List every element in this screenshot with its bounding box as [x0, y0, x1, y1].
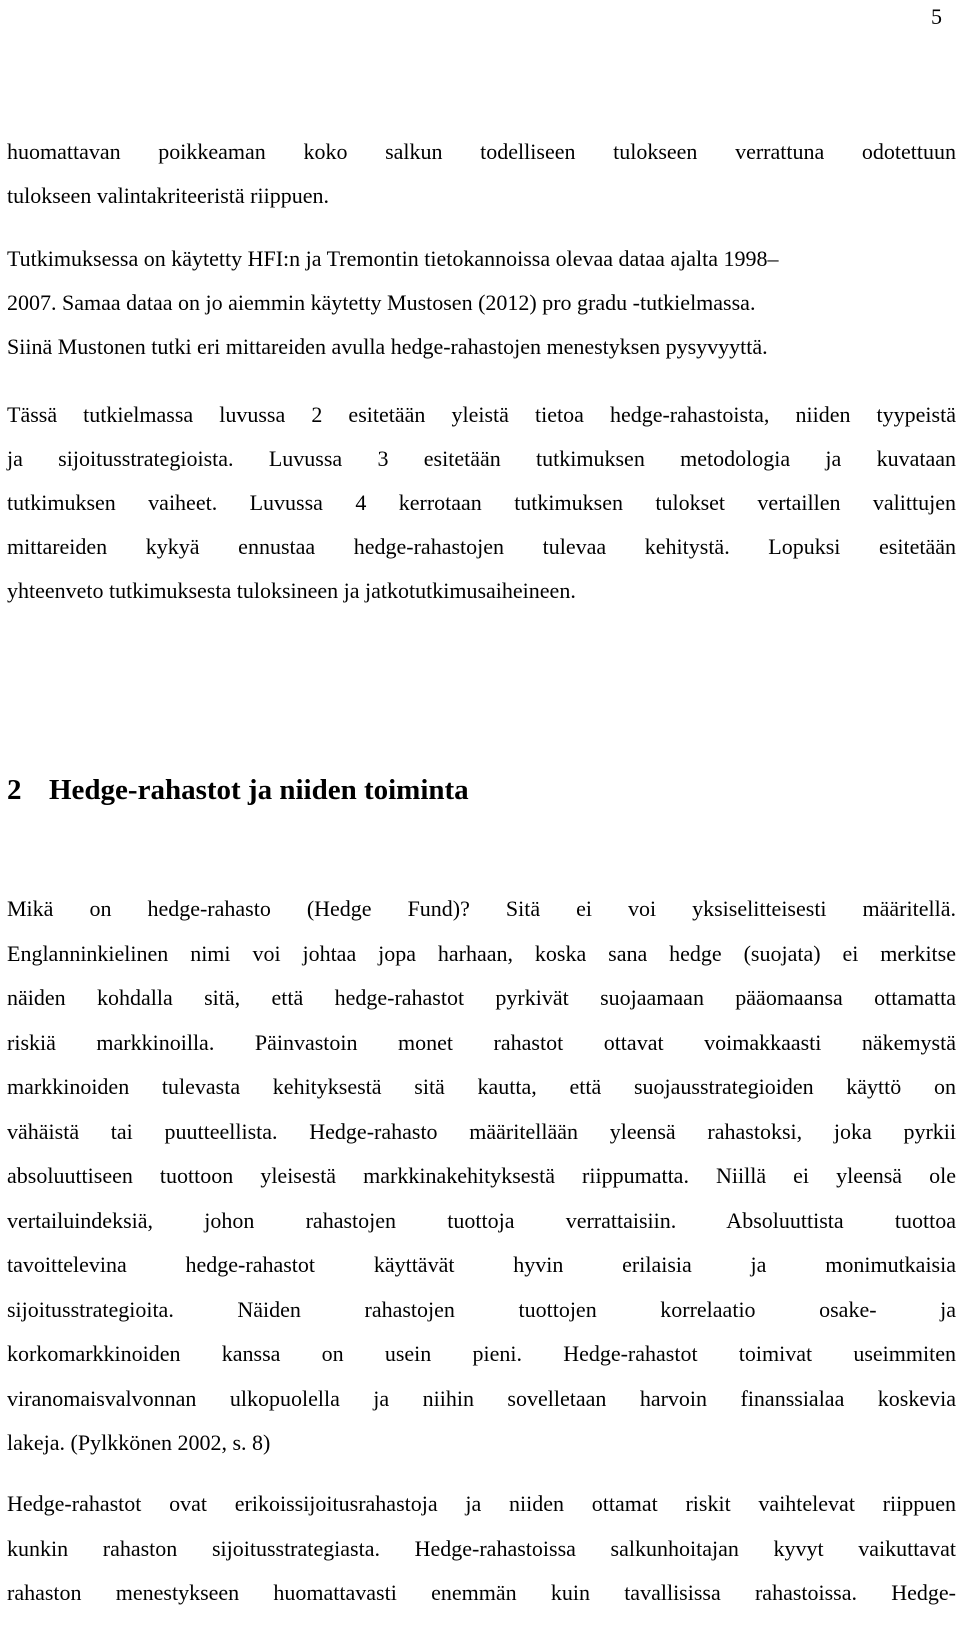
text-line: viranomaisvalvonnan ulkopuolella ja niihin sovelletaan harvoin finanssialaa koskevia	[7, 1385, 956, 1411]
section-title: Hedge-rahastot ja niiden toiminta	[49, 774, 469, 806]
text-line: tutkimuksen vaiheet. Luvussa 4 kerrotaan tutkimuksen tulokset vertaillen valittujen	[7, 490, 956, 515]
text-line: Siinä Mustonen tutki eri mittareiden avulla hedge-rahastojen menestyksen pysyvyyttä.	[7, 334, 768, 359]
text-line: tavoittelevina hedge-rahastot käyttävät hyvin erilaisia ja monimutkaisia	[7, 1252, 956, 1277]
paragraph-intro-continuation	[7, 140, 956, 208]
paragraph-structure	[7, 403, 956, 603]
section-number: 2	[7, 774, 22, 806]
text-line: Hedge-rahastot ovat erikoissijoitusrahastoja ja niiden ottamat riskit vaihtelevat riippuen	[7, 1491, 956, 1516]
text-line: mittareiden kykyä ennustaa hedge-rahastojen tulevaa kehitystä. Lopuksi esitetään	[7, 534, 956, 559]
paragraph-data-description	[7, 247, 956, 359]
text-line: 2007. Samaa dataa on jo aiemmin käytetty Mustosen (2012) pro gradu -tutkielmassa.	[7, 290, 756, 315]
text-line: vähäistä tai puutteellista. Hedge-rahasto määritellään yleensä rahastoksi, joka pyrkii	[7, 1118, 956, 1144]
text-line: absoluuttiseen tuottoon yleisestä markkinakehityksestä riippumatta. Niillä ei yleensä ole	[7, 1163, 956, 1188]
text-line: ja sijoitusstrategioista. Luvussa 3 esitetään tutkimuksen metodologia ja kuvataan	[7, 446, 956, 471]
text-line: vertailuindeksiä, johon rahastojen tuottoja verrattaisiin. Absoluuttista tuottoa	[7, 1207, 956, 1233]
text-line: yhteenveto tutkimuksesta tuloksineen ja jatkotutkimusaiheineen.	[7, 578, 576, 603]
text-line: Englanninkielinen nimi voi johtaa jopa harhaan, koska sana hedge (suojata) ei merkitse	[7, 940, 956, 966]
text-line: Tässä tutkielmassa luvussa 2 esitetään yleistä tietoa hedge-rahastoista, niiden tyypeistä	[7, 402, 956, 427]
text-line: Mikä on hedge-rahasto (Hedge Fund)? Sitä ei voi yksiselitteisesti määritellä.	[7, 896, 956, 921]
text-line: näiden kohdalla sitä, että hedge-rahastot pyrkivät suojaamaan pääomaansa ottamatta	[7, 985, 956, 1010]
paragraph-definition	[7, 897, 956, 1455]
text-line: kunkin rahaston sijoitusstrategiasta. Hedge-rahastoissa salkunhoitajan kyvyt vaikuttavat	[7, 1535, 956, 1561]
text-line: korkomarkkinoiden kanssa on usein pieni. Hedge-rahastot toimivat useimmiten	[7, 1341, 956, 1366]
text-line: lakeja. (Pylkkönen 2002, s. 8)	[7, 1430, 271, 1455]
section-heading	[7, 773, 469, 807]
text-line: markkinoiden tulevasta kehityksestä sitä kautta, että suojausstrategioiden käyttö on	[7, 1074, 956, 1099]
text-line: Tutkimuksessa on käytetty HFI:n ja Tremontin tietokannoissa olevaa dataa ajalta 1998–	[7, 246, 779, 271]
text-line: rahaston menestykseen huomattavasti enemmän kuin tavallisissa rahastoissa. Hedge-	[7, 1580, 956, 1605]
text-line: huomattavan poikkeaman koko salkun todelliseen tulokseen verrattuna odotettuun	[7, 139, 956, 164]
page-number: 5	[931, 4, 942, 29]
paragraph-characteristics	[7, 1492, 956, 1605]
text-line: riskiä markkinoilla. Päinvastoin monet rahastot ottavat voimakkaasti näkemystä	[7, 1029, 956, 1055]
text-line: sijoitusstrategioita. Näiden rahastojen tuottojen korrelaatio osake- ja	[7, 1296, 956, 1322]
text-line: tulokseen valintakriteeristä riippuen.	[7, 183, 329, 208]
